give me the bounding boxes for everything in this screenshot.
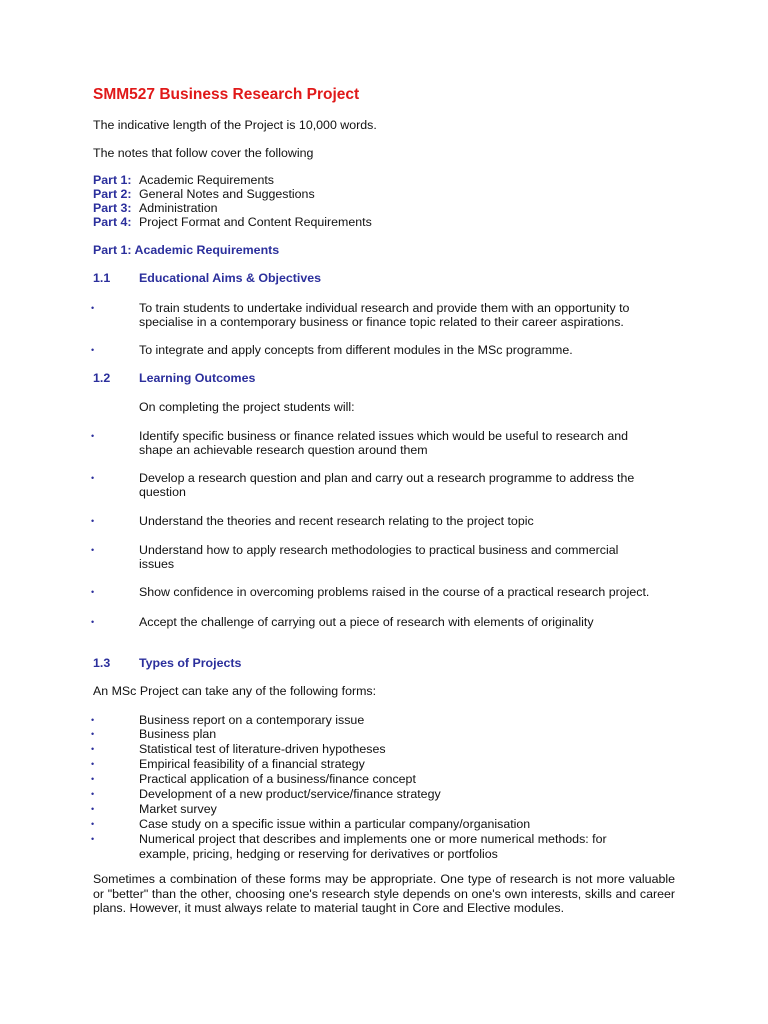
- project-type-9-line-2: example, pricing, hedging or reserving for derivatives or portfolios: [139, 847, 498, 861]
- intro-length: The indicative length of the Project is 10,000 words.: [93, 118, 377, 132]
- outcome-4-line-1: Understand how to apply research methodologies to practical business and commercial: [139, 543, 619, 557]
- section-1-3-title: Types of Projects: [139, 656, 242, 670]
- section-1-3-number: 1.3: [93, 656, 111, 670]
- outcome-2-line-2: question: [139, 485, 186, 499]
- project-type-5: Practical application of a business/finance concept: [139, 772, 416, 786]
- bullet-marker: •: [91, 545, 95, 555]
- project-type-2: Business plan: [139, 727, 217, 741]
- bullet-marker: •: [91, 516, 95, 526]
- bullet-marker: •: [91, 303, 95, 313]
- outcome-5: Show confidence in overcoming problems raised in the course of a practical research project.: [139, 585, 650, 599]
- bullet-marker: •: [91, 774, 95, 784]
- outcomes-lead: On completing the project students will:: [139, 400, 355, 414]
- project-type-4: Empirical feasibility of a financial strategy: [139, 757, 365, 771]
- closing-paragraph: Sometimes a combination of these forms may be appropriate. One type of research is not more valuable or "better" than the other, choosing one's research style depends on one's own interests, skills and career plans. However, it must always relate to material taught in Core and Elective modules.: [93, 872, 675, 915]
- bullet-marker: •: [91, 431, 95, 441]
- part-2-text: General Notes and Suggestions: [139, 187, 315, 201]
- section-1-1-title: Educational Aims & Objectives: [139, 271, 322, 285]
- part-3-label: Part 3:: [93, 201, 132, 215]
- part-4-text: Project Format and Content Requirements: [139, 215, 372, 229]
- part-1-label: Part 1:: [93, 173, 132, 187]
- bullet-marker: •: [91, 744, 95, 754]
- bullet-marker: •: [91, 804, 95, 814]
- outcome-1-line-2: shape an achievable research question around them: [139, 443, 428, 457]
- bullet-marker: •: [91, 473, 95, 483]
- aims-bullet-1-line-2: specialise in a contemporary business or finance topic related to their career aspirations.: [139, 315, 624, 329]
- bullet-marker: •: [91, 789, 95, 799]
- section-1-2-number: 1.2: [93, 371, 111, 385]
- outcome-1-line-1: Identify specific business or finance related issues which would be useful to research and: [139, 429, 629, 443]
- project-type-8: Case study on a specific issue within a particular company/organisation: [139, 817, 531, 831]
- part-3-text: Administration: [139, 201, 218, 215]
- section-1-1-number: 1.1: [93, 271, 111, 285]
- project-type-7: Market survey: [139, 802, 217, 816]
- intro-notes: The notes that follow cover the following: [93, 146, 314, 160]
- types-lead: An MSc Project can take any of the following forms:: [93, 684, 377, 698]
- bullet-marker: •: [91, 729, 95, 739]
- aims-bullet-2: To integrate and apply concepts from different modules in the MSc programme.: [139, 343, 573, 357]
- project-type-1: Business report on a contemporary issue: [139, 713, 365, 727]
- outcome-4-line-2: issues: [139, 557, 175, 571]
- project-type-6: Development of a new product/service/finance strategy: [139, 787, 441, 801]
- bullet-marker: •: [91, 715, 95, 725]
- bullet-marker: •: [91, 834, 95, 844]
- project-type-3: Statistical test of literature-driven hypotheses: [139, 742, 386, 756]
- bullet-marker: •: [91, 587, 95, 597]
- bullet-marker: •: [91, 759, 95, 769]
- part-2-label: Part 2:: [93, 187, 132, 201]
- bullet-marker: •: [91, 617, 95, 627]
- outcome-3: Understand the theories and recent research relating to the project topic: [139, 514, 534, 528]
- outcome-6: Accept the challenge of carrying out a piece of research with elements of originality: [139, 615, 594, 629]
- section-1-2-title: Learning Outcomes: [139, 371, 256, 385]
- part-4-label: Part 4:: [93, 215, 132, 229]
- document-title: SMM527 Business Research Project: [93, 86, 360, 103]
- outcome-2-line-1: Develop a research question and plan and carry out a research programme to address the: [139, 471, 635, 485]
- bullet-marker: •: [91, 819, 95, 829]
- bullet-marker: •: [91, 345, 95, 355]
- part-1-heading: Part 1: Academic Requirements: [93, 243, 280, 257]
- aims-bullet-1-line-1: To train students to undertake individual research and provide them with an opportunity to: [139, 301, 630, 315]
- project-type-9-line-1: Numerical project that describes and implements one or more numerical methods: for: [139, 832, 607, 846]
- part-1-text: Academic Requirements: [139, 173, 274, 187]
